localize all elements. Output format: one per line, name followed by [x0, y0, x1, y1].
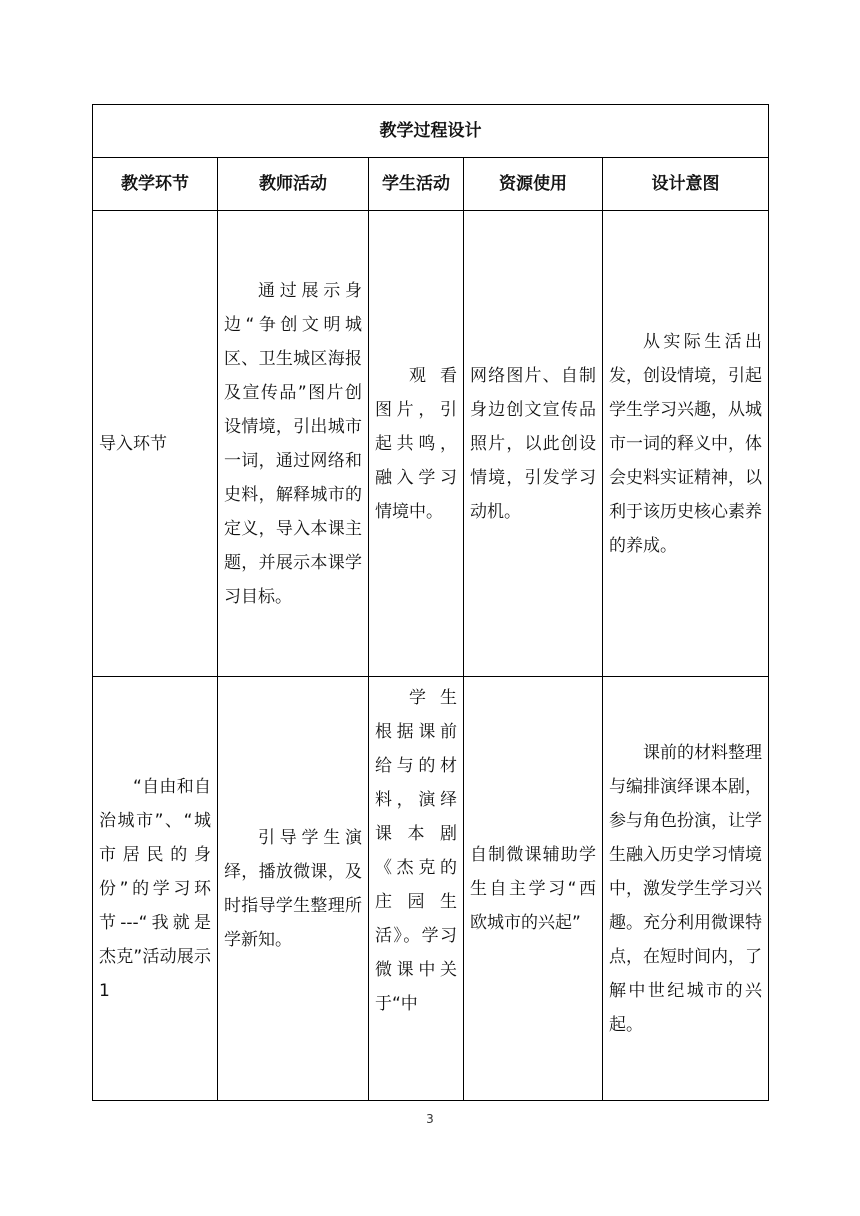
student-activity-text: 学生根据课前给与的材料，演绎课本剧《杰克的庄园生活》。学习微课中关于“中	[375, 688, 457, 1014]
stage-cell	[93, 677, 218, 1101]
teacher-activity-text: 通过展示身边“争创文明城区、卫生城区海报及宣传品”图片创设情境，引出城市一词，通过网络和史料，解释城市的定义，导入本课主题，并展示本课学习目标。	[224, 280, 362, 607]
lesson-design-table	[92, 104, 769, 1101]
resource-use-cell	[464, 211, 603, 677]
table-row	[93, 211, 769, 677]
stage-cell	[93, 211, 218, 677]
resource-use-text: 自制微课辅助学生自主学习“西欧城市的兴起”	[470, 844, 596, 933]
header-stage: 教学环节	[93, 158, 218, 211]
resource-use-text: 网络图片、自制身边创文宣传品照片，以此创设情境，引发学习动机。	[470, 365, 596, 522]
header-student-activity: 学生活动	[369, 158, 464, 211]
resource-use-cell	[464, 677, 603, 1101]
header-design-intent: 设计意图	[603, 158, 769, 211]
teacher-activity-text: 引导学生演绎，播放微课，及时指导学生整理所学新知。	[224, 827, 362, 950]
design-intent-text: 课前的材料整理与编排演绎课本剧，参与角色扮演，让学生融入历史学习情境中，激发学生学习兴趣。充分利用微课特点，在短时间内，了解中世纪城市的兴起。	[609, 742, 763, 1035]
page-number: 3	[426, 1112, 434, 1126]
student-activity-cell	[369, 677, 464, 1101]
table-title: 教学过程设计	[93, 105, 769, 158]
teacher-activity-cell	[218, 677, 369, 1101]
stage-text: 导入环节	[99, 433, 167, 454]
design-intent-text: 从实际生活出发，创设情境，引起学生学习兴趣，从城市一词的释义中，体会史料实证精神，以利于该历史核心素养的养成。	[609, 331, 763, 556]
design-intent-cell	[603, 211, 769, 677]
table-title-row	[93, 105, 769, 158]
header-teacher-activity: 教师活动	[218, 158, 369, 211]
student-activity-text: 观看图片，引起共鸣，融入学习情境中。	[375, 365, 457, 522]
student-activity-cell	[369, 211, 464, 677]
design-intent-cell	[603, 677, 769, 1101]
table-row	[93, 677, 769, 1101]
stage-text: “自由和自治城市”、“城市居民的身份”的学习环节---“我就是杰克”活动展示1	[99, 776, 211, 1001]
table-header-row	[93, 158, 769, 211]
teacher-activity-cell	[218, 211, 369, 677]
header-resource-use: 资源使用	[464, 158, 603, 211]
